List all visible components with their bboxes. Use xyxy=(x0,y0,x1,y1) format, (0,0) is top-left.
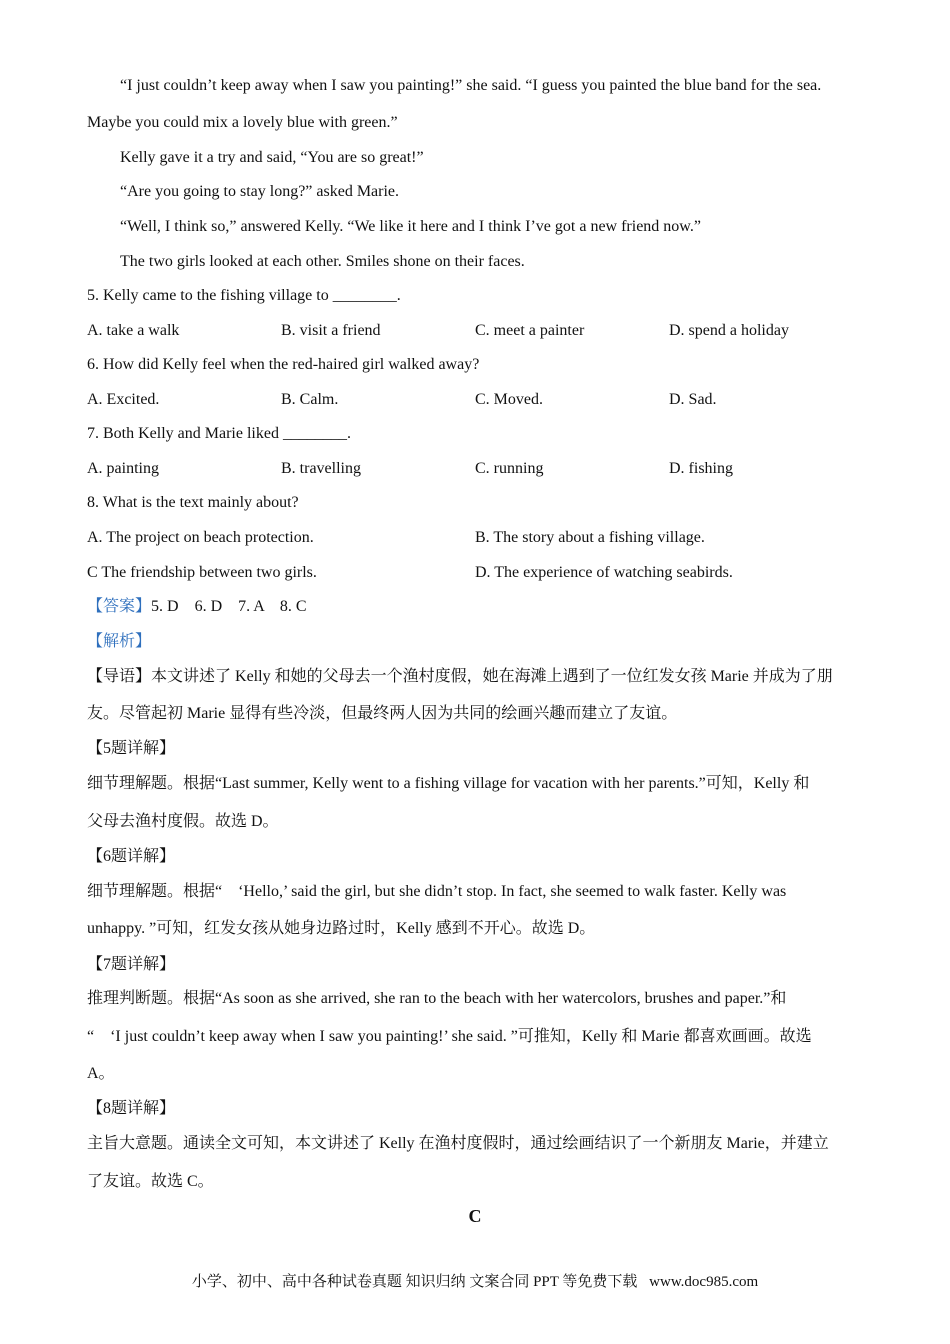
detail-line: A。 xyxy=(87,1065,115,1082)
footer-url: www.doc985.com xyxy=(649,1274,759,1290)
question-stem: 5. Kelly came to the fishing village to ________. xyxy=(87,287,401,304)
detail-label: 【7题详解】 xyxy=(87,956,176,973)
option-a: A. The project on beach protection. xyxy=(87,529,314,546)
detail-line: 细节理解题。根据“Last summer, Kelly went to a fishing village for vacation with her parents.”可知，Kelly 和 xyxy=(87,775,810,792)
option-b: B. travelling xyxy=(281,460,361,477)
section-heading: C xyxy=(468,1206,482,1226)
intro-line: 友。尽管起初 Marie 显得有些冷淡，但最终两人因为共同的绘画兴趣而建立了友谊。 xyxy=(87,705,678,722)
detail-label: 【6题详解】 xyxy=(87,848,176,865)
answer-text: 5. D 6. D 7. A 8. C xyxy=(151,598,307,615)
option-d: D. fishing xyxy=(669,460,733,477)
answer-label: 【答案】 xyxy=(87,598,152,615)
detail-line: 主旨大意题。通读全文可知，本文讲述了 Kelly 在渔村度假时，通过绘画结识了一个新朋友 Marie，并建立 xyxy=(87,1135,829,1152)
option-c: C. running xyxy=(475,460,544,477)
question-stem: 6. How did Kelly feel when the red-haired girl walked away? xyxy=(87,356,480,373)
option-d: D. spend a holiday xyxy=(669,322,789,339)
option-d: D. The experience of watching seabirds. xyxy=(475,564,733,581)
option-a: A. painting xyxy=(87,460,159,477)
page-footer xyxy=(0,1270,950,1291)
analysis-label: 【解析】 xyxy=(87,633,152,650)
intro-text: 本文讲述了 Kelly 和她的父母去一个渔村度假，她在海滩上遇到了一位红发女孩 Marie 并成为了朋 xyxy=(151,668,833,685)
detail-line: 推理判断题。根据“As soon as she arrived, she ran to the beach with her watercolors, brushes and paper.”和 xyxy=(87,990,787,1007)
passage-line: “Are you going to stay long?” asked Marie. xyxy=(120,183,400,200)
option-b: B. Calm. xyxy=(281,391,339,408)
footer-text: 小学、初中、高中各种试卷真题 知识归纳 文案合同 PPT 等免费下载 xyxy=(191,1274,638,1290)
detail-line: unhappy. ”可知，红发女孩从她身边路过时，Kelly 感到不开心。故选 D。 xyxy=(87,920,596,937)
option-c: C The friendship between two girls. xyxy=(87,564,317,581)
option-b: B. The story about a fishing village. xyxy=(475,529,705,546)
detail-line: 细节理解题。根据“ ‘Hello,’ said the girl, but she didn’t stop. In fact, she seemed to walk faster. Kelly was xyxy=(87,883,787,900)
passage-line: “Well, I think so,” answered Kelly. “We like it here and I think I’ve got a new friend now.” xyxy=(120,218,701,235)
answer-line xyxy=(87,596,864,618)
option-a: A. Excited. xyxy=(87,391,160,408)
intro-label: 【导语】 xyxy=(87,668,152,685)
option-c: C. Moved. xyxy=(475,391,543,408)
question-stem: 8. What is the text mainly about? xyxy=(87,494,299,511)
passage-line: “I just couldn’t keep away when I saw you painting!” she said. “I guess you painted the blue band for the sea. xyxy=(120,77,822,94)
detail-label: 【8题详解】 xyxy=(87,1100,176,1117)
option-c: C. meet a painter xyxy=(475,322,585,339)
detail-line: 了友谊。故选 C。 xyxy=(87,1173,214,1190)
intro-line xyxy=(87,666,864,688)
option-b: B. visit a friend xyxy=(281,322,381,339)
detail-label: 【5题详解】 xyxy=(87,740,176,757)
option-d: D. Sad. xyxy=(669,391,717,408)
option-a: A. take a walk xyxy=(87,322,180,339)
detail-line: 父母去渔村度假。故选 D。 xyxy=(87,813,279,830)
passage-line: The two girls looked at each other. Smiles shone on their faces. xyxy=(120,253,525,270)
passage-line: Maybe you could mix a lovely blue with green.” xyxy=(87,114,398,131)
detail-line: “ ‘I just couldn’t keep away when I saw you painting!’ she said. ”可推知，Kelly 和 Marie 都喜欢画画。故选 xyxy=(87,1028,812,1045)
passage-line: Kelly gave it a try and said, “You are so great!” xyxy=(120,149,424,166)
question-stem: 7. Both Kelly and Marie liked ________. xyxy=(87,425,351,442)
